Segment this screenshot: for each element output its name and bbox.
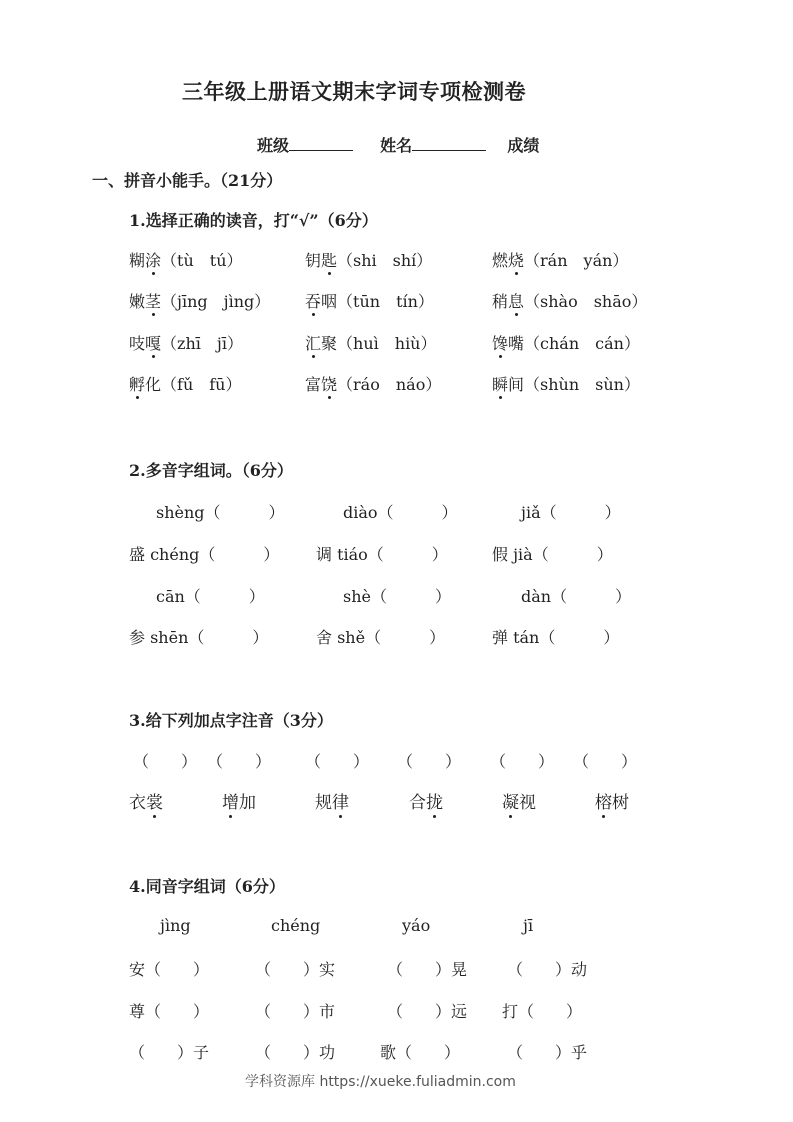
polyphone-item[interactable]: 调 tiáo（ ） <box>316 545 448 564</box>
homophone-item[interactable]: （ ）远 <box>387 1002 468 1021</box>
annotate-word <box>315 788 349 813</box>
polyphone-item[interactable]: shèng（ ） <box>156 503 285 522</box>
annotate-word <box>409 788 443 813</box>
page-title: 三年级上册语文期末字词专项检测卷 <box>182 79 526 104</box>
reading-choice-item[interactable] <box>492 248 628 271</box>
class-field[interactable] <box>289 135 353 151</box>
dotted-word <box>492 292 524 311</box>
char: 间 <box>508 375 525 394</box>
pinyin-options: （chán cán） <box>524 334 640 353</box>
name-field[interactable] <box>412 135 486 151</box>
dotted-char: 汇 <box>305 334 322 353</box>
dotted-word <box>492 334 524 353</box>
dotted-word <box>305 334 337 353</box>
dotted-char: 凝 <box>502 793 519 813</box>
dotted-word <box>129 793 163 813</box>
reading-choice-item[interactable] <box>305 372 441 395</box>
pinyin-options: （tūn tín） <box>337 292 434 311</box>
dotted-char: 馋 <box>492 334 509 353</box>
pinyin-options: （ráo náo） <box>337 375 442 394</box>
homophone-item[interactable]: （ ）晃 <box>387 960 468 979</box>
homophone-item[interactable]: （ ）市 <box>255 1002 336 1021</box>
annotate-word <box>222 788 256 813</box>
dotted-word <box>222 793 256 813</box>
pinyin-options: （jīng jìng） <box>161 292 271 311</box>
homophone-pinyin: jìng <box>160 916 191 935</box>
reading-choice-item[interactable] <box>129 372 242 395</box>
polyphone-item[interactable]: 参 shēn（ ） <box>129 628 269 647</box>
char: 富 <box>305 375 322 394</box>
homophone-item[interactable]: 歌（ ） <box>380 1043 461 1062</box>
char: 咽 <box>321 292 338 311</box>
dotted-word <box>502 793 536 813</box>
footer-watermark: 学科资源库 https://xueke.fuliadmin.com <box>245 1074 516 1090</box>
dotted-word <box>129 292 161 311</box>
pinyin-options: （shùn sùn） <box>524 375 640 394</box>
pinyin-options: （tù tú） <box>161 251 243 270</box>
polyphone-item[interactable]: diào（ ） <box>343 503 458 522</box>
polyphone-item[interactable]: 舍 shě（ ） <box>316 628 446 647</box>
char: 钥 <box>305 251 322 270</box>
q1-heading: 1.选择正确的读音，打“√”（6分） <box>129 211 378 230</box>
name-label: 姓名 <box>380 136 413 155</box>
part1-heading: 一、拼音小能手。（21分） <box>92 171 283 190</box>
dotted-word <box>315 793 349 813</box>
polyphone-item[interactable]: cān（ ） <box>156 587 265 606</box>
pinyin-options: （huì hiù） <box>337 334 437 353</box>
reading-choice-item[interactable] <box>492 289 647 312</box>
dotted-word <box>129 375 161 394</box>
dotted-char: 匙 <box>321 251 338 270</box>
pinyin-options: （rán yán） <box>524 251 629 270</box>
homophone-item[interactable]: 尊（ ） <box>129 1002 210 1021</box>
char: 聚 <box>321 334 338 353</box>
char: 加 <box>239 793 256 813</box>
polyphone-item[interactable]: 盛 chéng（ ） <box>129 545 280 564</box>
q4-heading: 4.同音字组词（6分） <box>129 877 285 896</box>
char: 糊 <box>129 251 146 270</box>
annotate-word <box>595 788 629 813</box>
pinyin-options: （shào shāo） <box>524 292 648 311</box>
dotted-char: 饶 <box>321 375 338 394</box>
dotted-char: 瞬 <box>492 375 509 394</box>
char: 吱 <box>129 334 146 353</box>
char: 嘴 <box>508 334 525 353</box>
reading-choice-item[interactable] <box>129 289 270 312</box>
char: 规 <box>315 793 332 813</box>
pinyin-blank[interactable]: （ ） <box>573 752 638 771</box>
dotted-char: 息 <box>508 292 525 311</box>
q2-heading: 2.多音字组词。（6分） <box>129 461 293 480</box>
char: 树 <box>612 793 629 813</box>
homophone-pinyin: yáo <box>402 916 431 935</box>
homophone-item[interactable]: （ ）功 <box>255 1043 336 1062</box>
pinyin-blank[interactable]: （ ） <box>490 752 555 771</box>
dotted-word <box>409 793 443 813</box>
dotted-char: 榕 <box>595 793 612 813</box>
pinyin-options: （zhī jī） <box>161 334 243 353</box>
char: 化 <box>145 375 162 394</box>
dotted-word <box>305 251 337 270</box>
dotted-char: 嘎 <box>145 334 162 353</box>
dotted-word <box>492 251 524 270</box>
dotted-char: 吞 <box>305 292 322 311</box>
polyphone-item[interactable]: 假 jià（ ） <box>492 545 613 564</box>
homophone-pinyin: chéng <box>271 916 321 935</box>
dotted-word <box>595 793 629 813</box>
q3-heading: 3.给下列加点字注音（3分） <box>129 711 333 730</box>
dotted-char: 律 <box>332 793 349 813</box>
char: 燃 <box>492 251 509 270</box>
dotted-word <box>305 292 337 311</box>
char: 嫩 <box>129 292 146 311</box>
char: 稍 <box>492 292 509 311</box>
homophone-item[interactable]: （ ）动 <box>507 960 588 979</box>
pinyin-blank[interactable]: （ ） <box>207 752 272 771</box>
annotate-word <box>502 788 536 813</box>
reading-choice-item[interactable] <box>305 331 437 354</box>
dotted-char: 裳 <box>146 793 163 813</box>
char: 视 <box>519 793 536 813</box>
reading-choice-item[interactable] <box>305 289 434 312</box>
pinyin-blank[interactable]: （ ） <box>397 752 462 771</box>
homophone-item[interactable]: 安（ ） <box>129 960 210 979</box>
dotted-word <box>129 334 161 353</box>
dotted-word <box>492 375 524 394</box>
homophone-item[interactable]: （ ）实 <box>255 960 336 979</box>
dotted-char: 孵 <box>129 375 146 394</box>
reading-choice-item[interactable] <box>492 331 640 354</box>
reading-choice-item[interactable] <box>129 248 243 271</box>
dotted-char: 烧 <box>508 251 525 270</box>
char: 合 <box>409 793 426 813</box>
reading-choice-item[interactable] <box>305 248 432 271</box>
reading-choice-item[interactable] <box>492 372 640 395</box>
pinyin-blank[interactable]: （ ） <box>133 752 198 771</box>
pinyin-options: （fǔ fū） <box>161 375 242 394</box>
reading-choice-item[interactable] <box>129 331 243 354</box>
dotted-char: 拢 <box>426 793 443 813</box>
annotate-word <box>129 788 163 813</box>
polyphone-item[interactable]: 弹 tán（ ） <box>492 628 620 647</box>
dotted-word <box>129 251 161 270</box>
homophone-item[interactable]: （ ）子 <box>129 1043 210 1062</box>
polyphone-item[interactable]: shè（ ） <box>343 587 451 606</box>
polyphone-item[interactable]: dàn（ ） <box>521 587 632 606</box>
pinyin-options: （shi shí） <box>337 251 433 270</box>
dotted-word <box>305 375 337 394</box>
homophone-item[interactable]: 打（ ） <box>502 1002 583 1021</box>
homophone-pinyin: jī <box>523 916 534 935</box>
pinyin-blank[interactable]: （ ） <box>305 752 370 771</box>
student-info <box>257 133 539 156</box>
score-label: 成绩 <box>507 136 540 155</box>
class-label: 班级 <box>257 136 290 155</box>
dotted-char: 增 <box>222 793 239 813</box>
char: 衣 <box>129 793 146 813</box>
polyphone-item[interactable]: jiǎ（ ） <box>521 503 621 522</box>
dotted-char: 涂 <box>145 251 162 270</box>
dotted-char: 茎 <box>145 292 162 311</box>
homophone-item[interactable]: （ ）乎 <box>507 1043 588 1062</box>
